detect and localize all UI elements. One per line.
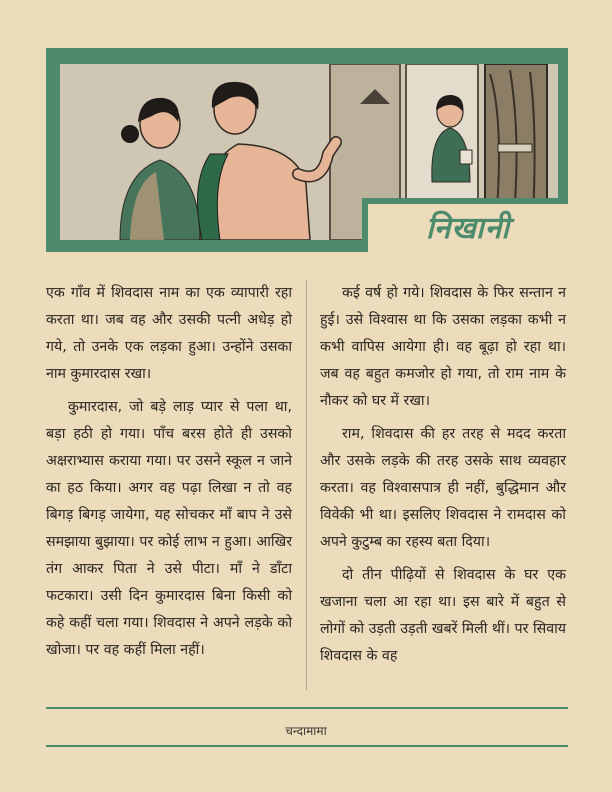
title-box (362, 198, 568, 252)
paragraph: कुमारदास, जो बड़े लाड़ प्यार से पला था, बड़ा हठी हो गया। पाँच बरस होते ही उसको अक्षराभ्यास कराया गया। पर उसने स्कूल न जाने का हठ किया। अगर वह पढ़ा लिखा न तो वह बिगड़ बिगड़ जायेगा, यह सोचकर माँ बाप ने उसे समझाया बुझाया। पर कोई लाभ न हुआ। आखिर तंग आकर पिता ने उसे पीटा। माँ ने डाँटा फटकारा। उसी दिन कुमारदास बिना किसी को कहे कहीं चला गया। शिवदास ने अपने लड़के को खोजा। पर वह कहीं मिला नहीं। (46, 399, 292, 658)
story-title: निखानी (425, 211, 511, 246)
footer-rule-top (46, 707, 568, 709)
footer-rule-bottom (46, 745, 568, 747)
footer-magazine-name: चन्दामामा (285, 724, 327, 738)
paragraph: राम, शिवदास की हर तरह से मदद करता और उसके लड़के की तरह उसके साथ व्यवहार करता। वह विश्वासपात्र ही नहीं, बुद्धिमान और विवेकी भी था। इसलिए शिवदास ने रामदास को अपने कुटुम्ब का रहस्य बता दिया। (320, 426, 566, 550)
paragraph: दो तीन पीढ़ियों से शिवदास के घर एक खजाना चला आ रहा था। इस बारे में बहुत से लोगों को उड़ती उड़ती खबरें मिली थीं। पर सिवाय शिवदास के वह (320, 567, 566, 664)
text-columns (46, 280, 566, 700)
column-divider (306, 280, 307, 690)
story-illustration (46, 48, 568, 252)
column-left (46, 280, 292, 670)
paragraph: कई वर्ष हो गये। शिवदास के फिर सन्तान न हुई। उसे विश्वास था कि उसका लड़का कभी न कभी वापिस आयेगा ही। वह बूढ़ा हो रहा था। जब वह बहुत कमजोर हो गया, तो राम नाम के नौकर को घर में रखा। (320, 285, 566, 409)
paragraph: एक गाँव में शिवदास नाम का एक व्यापारी रहा करता था। जब वह और उसकी पत्नी अधेड़ हो गये, तो उनके एक लड़का हुआ। उन्होंने उसका नाम कुमारदास रखा। (46, 285, 292, 382)
column-right (320, 280, 566, 676)
